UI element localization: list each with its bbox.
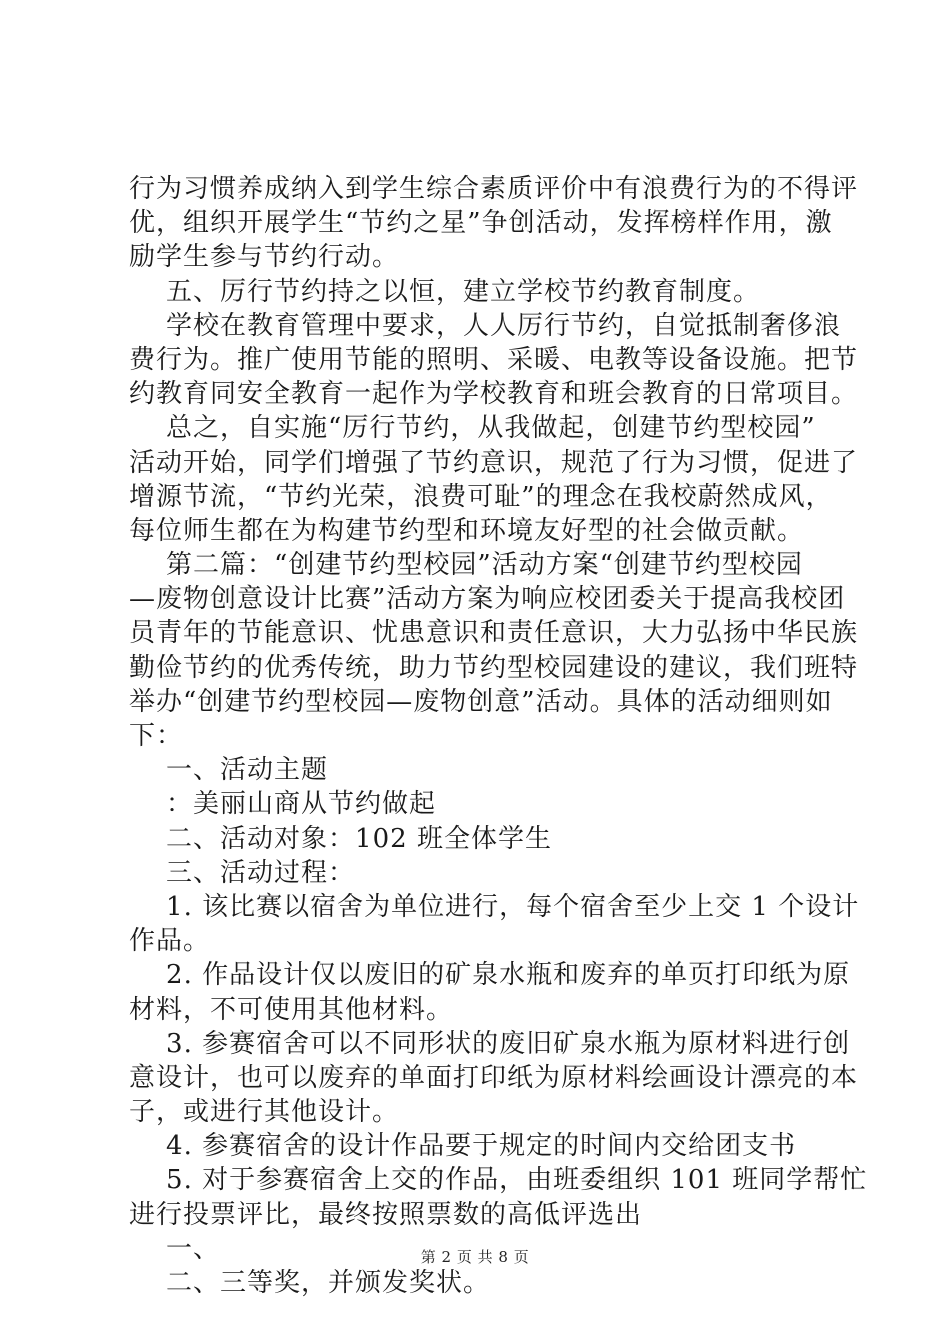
section-heading: 三、活动过程： (129, 857, 356, 888)
text-line: 总之，自实施“厉行节约，从我做起，创建节约型校园” (129, 413, 816, 444)
page-number-footer: 第 2 页 共 8 页 (420, 1248, 530, 1266)
text-line: 第二篇：“创建节约型校园”活动方案“创建节约型校园 (129, 550, 803, 581)
text-line: 下： (129, 721, 184, 751)
section-heading: 五、厉行节约持之以恒，建立学校节约教育制度。 (129, 276, 761, 307)
text-line: 材料，不可使用其他材料。 (129, 994, 454, 1025)
list-item: 4. 参赛宿舍的设计作品要于规定的时间内交给团支书 (129, 1131, 797, 1162)
list-item: 5. 对于参赛宿舍上交的作品，由班委组织 101 班同学帮忙 (129, 1165, 868, 1196)
text-line: —废物创意设计比赛”活动方案为响应校团委关于提高我校团 (129, 584, 846, 615)
section-heading: 二、活动对象：102 班全体学生 (129, 823, 552, 854)
text-line: 励学生参与节约行动。 (129, 242, 400, 273)
text-line: 二、三等奖，并颁发奖状。 (129, 1268, 491, 1298)
text-line: 费行为。推广使用节能的照明、采暖、电教等设备设施。把节 (129, 344, 859, 375)
text-line: 优，组织开展学生“节约之星”争创活动，发挥榜样作用，激 (129, 208, 833, 239)
text-line: 每位师生都在为构建节约型和环境友好型的社会做贡献。 (129, 515, 805, 546)
section-heading: 一、活动主题 (129, 755, 329, 786)
document-body (129, 172, 868, 1300)
text-line: 进行投票评比，最终按照票数的高低评选出 (129, 1199, 643, 1230)
text-line: 意设计，也可以废弃的单面打印纸为原材料绘画设计漂亮的本 (129, 1062, 859, 1093)
text-line: 子，或进行其他设计。 (129, 1097, 400, 1128)
list-item: 2. 作品设计仅以废旧的矿泉水瓶和废弃的单页打印纸为原 (129, 960, 851, 991)
list-item: 3. 参赛宿舍可以不同形状的废旧矿泉水瓶为原材料进行创 (129, 1028, 851, 1059)
text-line: 活动开始，同学们增强了节约意识，规范了行为习惯，促进了 (129, 447, 859, 478)
text-line: 一、 (129, 1233, 221, 1264)
text-line: 勤俭节约的优秀传统，助力节约型校园建设的建议，我们班特 (129, 652, 859, 683)
text-line: 举办“创建节约型校园—废物创意”活动。具体的活动细则如 (129, 686, 833, 717)
text-line: 员青年的节能意识、忧患意识和责任意识，大力弘扬中华民族 (129, 618, 859, 649)
text-line: ：美丽山商从节约做起 (129, 789, 437, 820)
text-line: 增源节流，“节约光荣，浪费可耻”的理念在我校蔚然成风， (129, 481, 833, 512)
text-line: 约教育同安全教育一起作为学校教育和班会教育的日常项目。 (129, 379, 859, 410)
list-item: 1. 该比赛以宿舍为单位进行，每个宿舍至少上交 1 个设计 (129, 891, 860, 922)
text-line: 行为习惯养成纳入到学生综合素质评价中有浪费行为的不得评 (129, 174, 859, 204)
text-line: 作品。 (129, 926, 211, 957)
text-line: 学校在教育管理中要求，人人厉行节约，自觉抵制奢侈浪 (129, 310, 842, 341)
